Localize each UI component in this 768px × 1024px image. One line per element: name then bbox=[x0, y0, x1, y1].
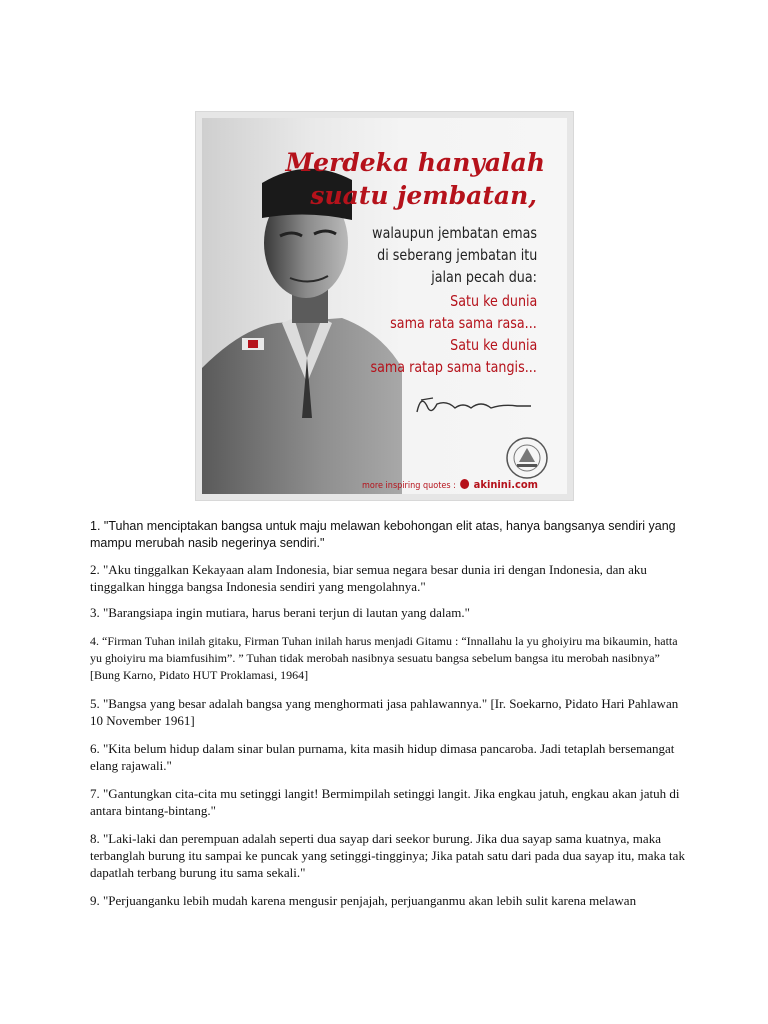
poster-line: sama rata sama rasa... bbox=[390, 314, 537, 332]
quote-item: 4. “Firman Tuhan inilah gitaku, Firman Tuhan inilah harus menjadi Gitamu : “Innallahu la yu ghoiyiru ma bikaumin, hatta yu ghoiyiru ma biamfusihim”. ” Tuhan tidak merobah nasibnya sesuatu bangsa sebelum bangsa itu merobah nasibnya” [Bung Karno, Pidato HUT Proklamasi, 1964] bbox=[90, 634, 678, 682]
quote-item: 5. "Bangsa yang besar adalah bangsa yang menghormati jasa pahlawannya." [Ir. Soekarno, Pidato Hari Pahlawan 10 November 1961] bbox=[90, 696, 679, 728]
poster-line: sama ratap sama tangis... bbox=[370, 358, 537, 376]
poster-line: walaupun jembatan emas bbox=[372, 224, 537, 242]
brand-badge-icon bbox=[460, 479, 469, 489]
footer-brand-text: akinini.com bbox=[473, 478, 538, 491]
poster-title-line2: suatu jembatan, bbox=[310, 181, 537, 210]
footer-more-text: more inspiring quotes : bbox=[362, 481, 456, 491]
quote-item: 8. "Laki-laki dan perempuan adalah seperti dua sayap dari seekor burung. Jika dua sayap sama kuatnya, maka terbanglah burung itu sampai ke puncak yang setinggi-tingginya; Jika patah satu dari pada dua sayap itu, maka tak dapatlah terbang burung itu sama sekali." bbox=[90, 831, 685, 880]
quote-item: 3. "Barangsiapa ingin mutiara, harus berani terjun di lautan yang dalam." bbox=[90, 605, 470, 620]
poster-footer bbox=[362, 478, 538, 491]
poster-line: Satu ke dunia bbox=[449, 336, 537, 354]
poster-background bbox=[202, 118, 567, 494]
quote-item: 9. "Perjuanganku lebih mudah karena mengusir penjajah, perjuanganmu akan lebih sulit karena melawan bbox=[90, 893, 637, 908]
quote-item: 6. "Kita belum hidup dalam sinar bulan purnama, kita masih hidup dimasa pancaroba. Jadi tetaplah bersemangat elang rajawali." bbox=[90, 741, 675, 773]
quote-poster-image bbox=[196, 112, 573, 500]
seal-logo-icon bbox=[505, 436, 549, 480]
poster-line: di seberang jembatan itu bbox=[376, 246, 537, 264]
poster-title-line1: Merdeka hanyalah bbox=[285, 148, 545, 177]
quote-item: 1. "Tuhan menciptakan bangsa untuk maju melawan kebohongan elit atas, hanya bangsanya sendiri yang mampu merubah nasib negerinya sendiri." bbox=[90, 519, 676, 550]
poster-line: Satu ke dunia bbox=[449, 292, 537, 310]
quote-list bbox=[90, 518, 690, 909]
signature-mark bbox=[407, 390, 537, 420]
poster-line: jalan pecah dua: bbox=[431, 268, 537, 286]
quote-item: 2. "Aku tinggalkan Kekayaan alam Indonesia, biar semua negara besar dunia iri dengan Indonesia, dan aku tinggalkan hingga bangsa Indonesia sendiri yang mengolahnya." bbox=[90, 562, 647, 594]
quote-item: 7. "Gantungkan cita-cita mu setinggi langit! Bermimpilah setinggi langit. Jika engkau jatuh, engkau akan jatuh di antara bintang-bintang." bbox=[90, 786, 680, 818]
